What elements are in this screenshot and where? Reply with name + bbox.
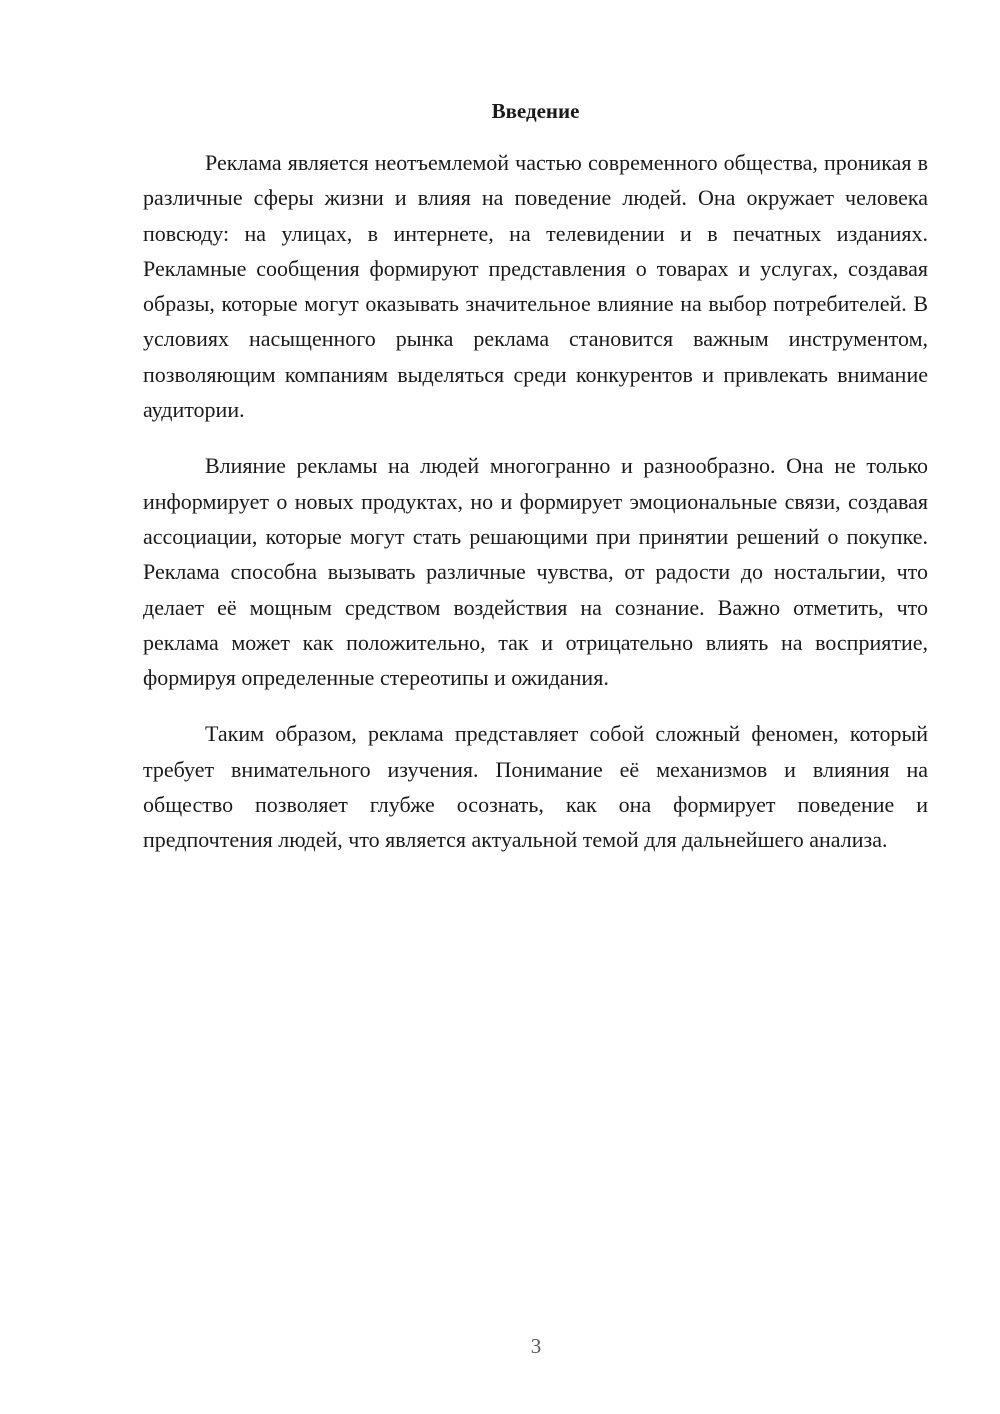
page-content: [143, 97, 928, 879]
paragraph-3: Таким образом, реклама представляет собой сложный феномен, который требует внимательного изучения. Понимание её механизмов и влияния на общество позволяет глубже осознать, как она формирует поведение и предпочтения людей, что является актуальной темой для дальнейшего анализа.: [143, 721, 928, 853]
page-number: 3: [530, 1334, 542, 1358]
paragraph-1: Реклама является неотъемлемой частью современного общества, проникая в различные сферы жизни и влияя на поведение людей. Она окружает человека повсюду: на улицах, в интернете, на телевидении и в печатных изданиях. Рекламные сообщения формируют представления о товарах и услугах, создавая образы, которые могут оказывать значительное влияние на выбор потребителей. В условиях насыщенного рынка реклама становится важным инструментом, позволяющим компаниям выделяться среди конкурентов и привлекать внимание аудитории.: [143, 150, 928, 423]
section-title: Введение: [491, 99, 580, 123]
paragraph-2: Влияние рекламы на людей многогранно и разнообразно. Она не только информирует о новых продуктах, но и формирует эмоциональные связи, создавая ассоциации, которые могут стать решающими при принятии решений о покупке. Реклама способна вызывать различные чувства, от радости до ностальгии, что делает её мощным средством воздействия на сознание. Важно отметить, что реклама может как положительно, так и отрицательно влиять на восприятие, формируя определенные стереотипы и ожидания.: [143, 453, 928, 691]
